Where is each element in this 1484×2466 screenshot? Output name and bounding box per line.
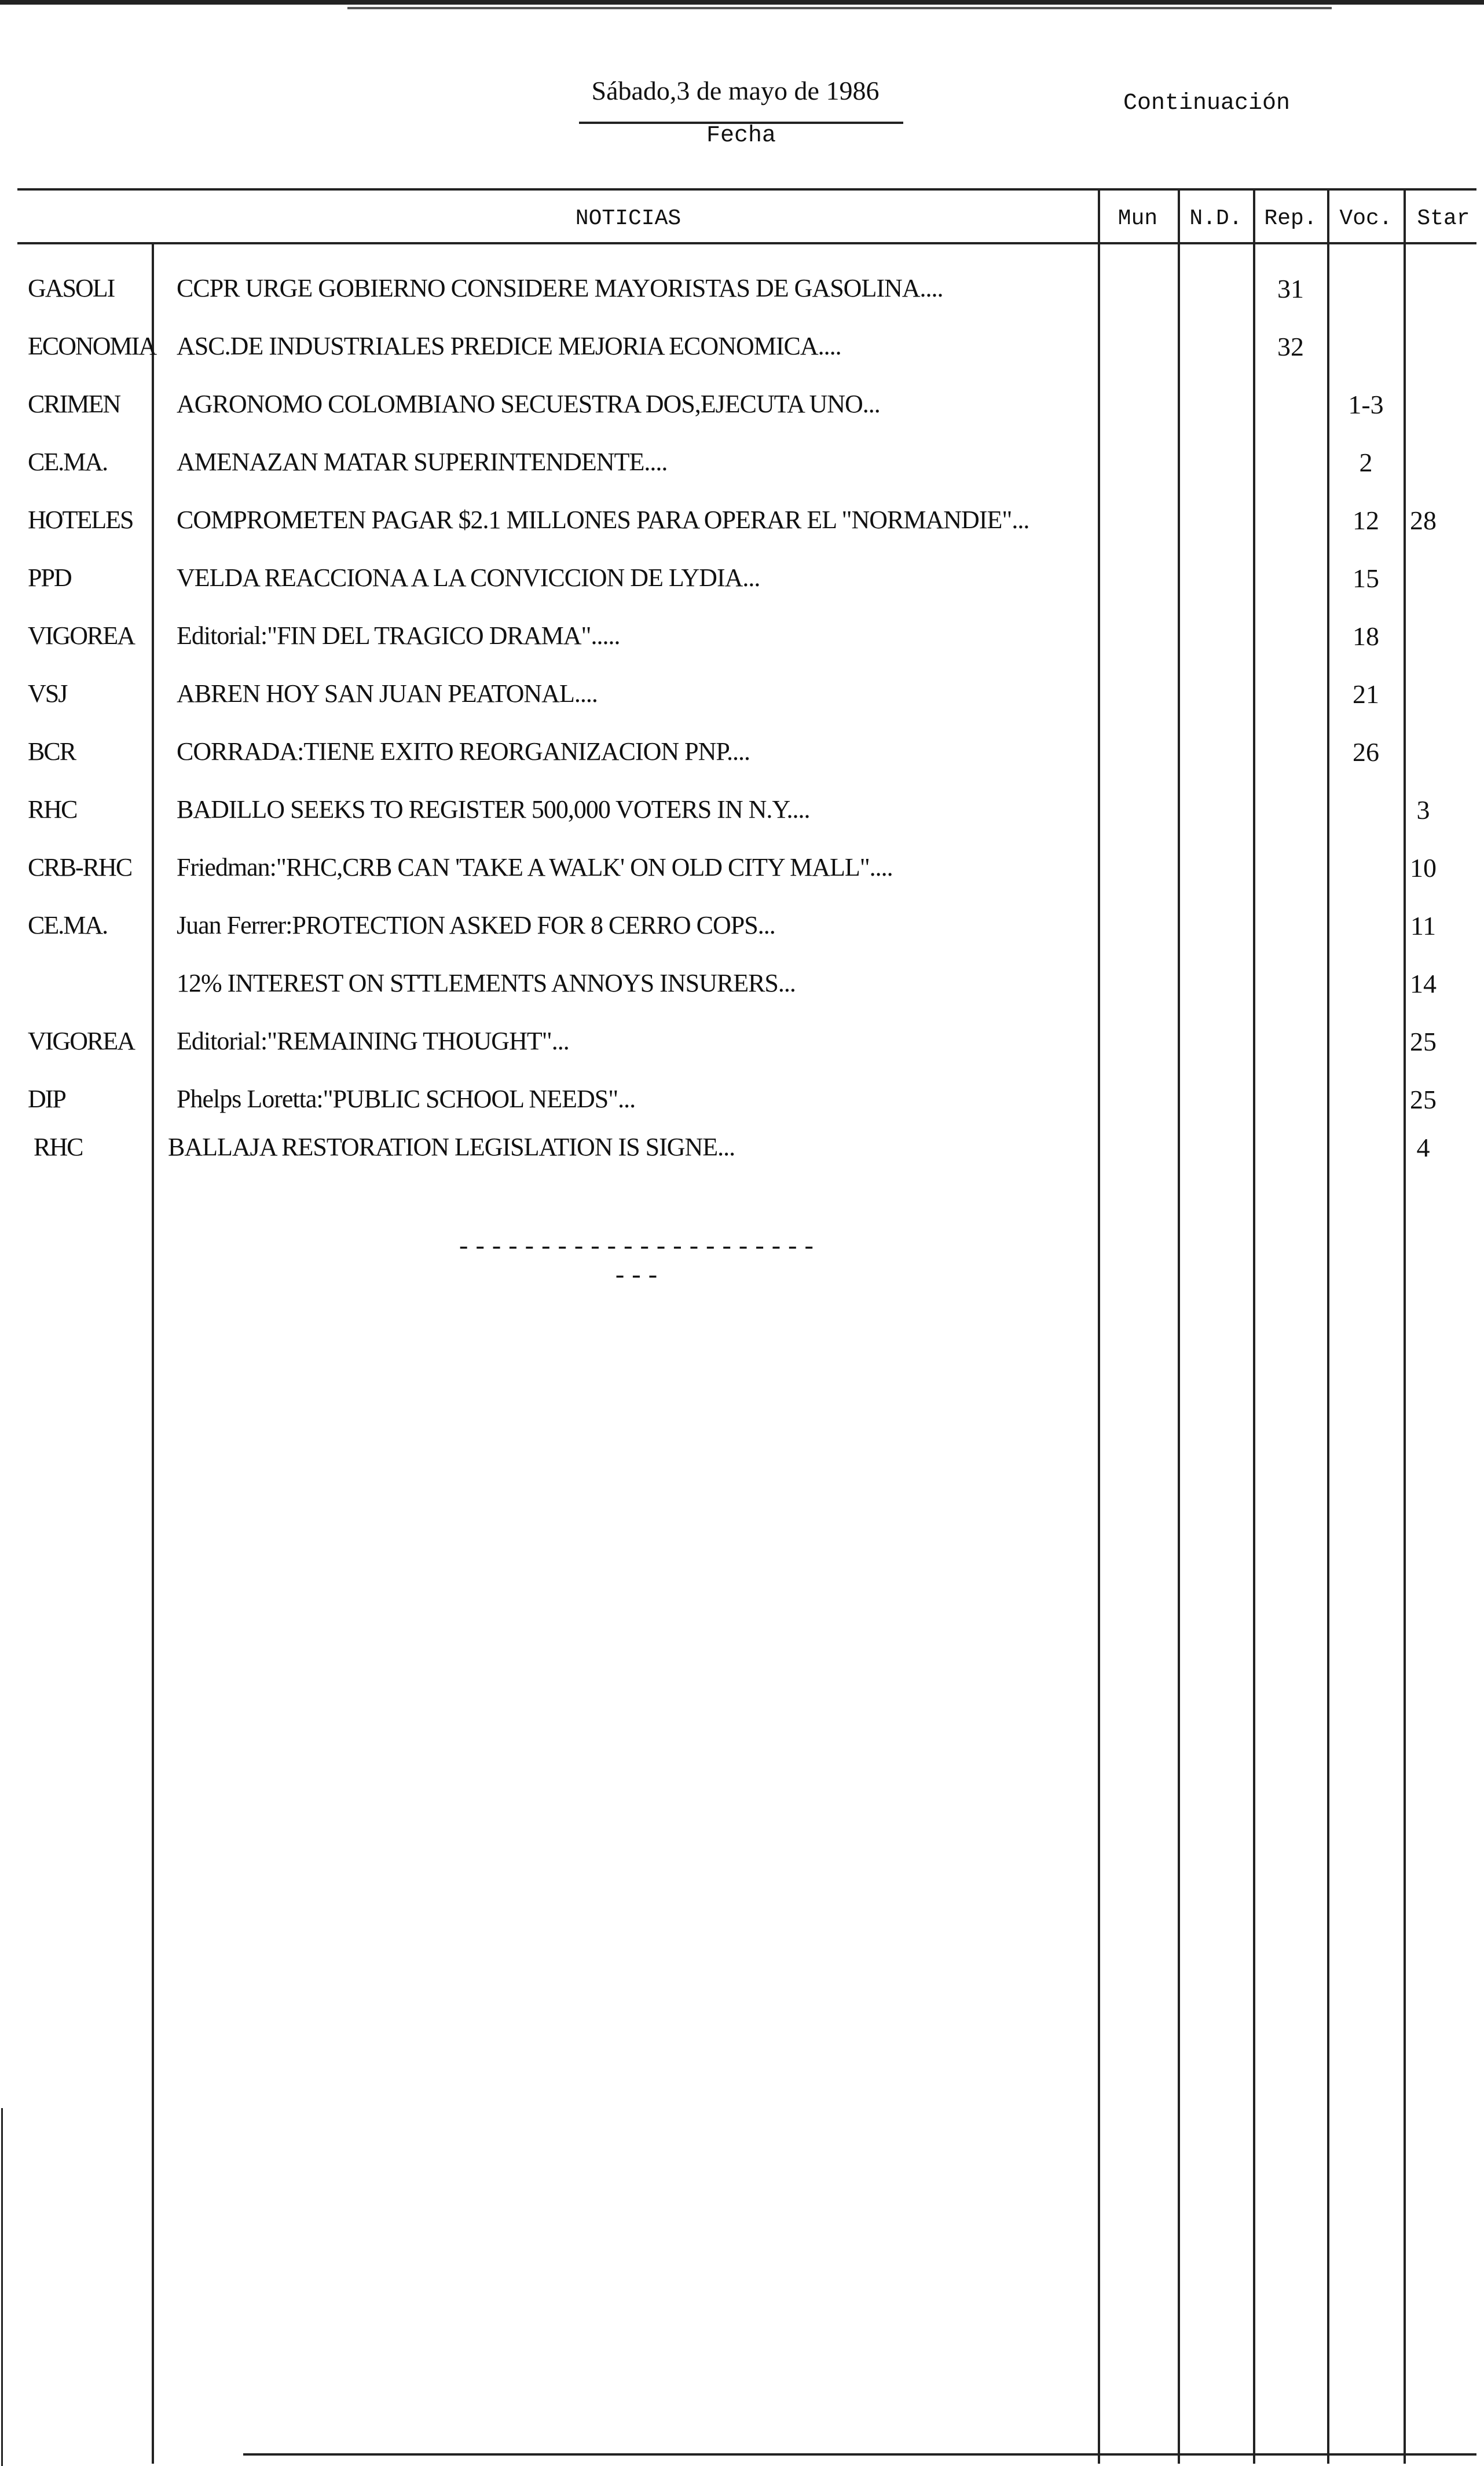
header-bottom-rule [17,242,1476,244]
section-code: VSJ [28,679,67,708]
section-code: RHC [28,795,77,824]
table-row [0,737,1484,795]
star-value: 25 [1410,1027,1437,1056]
left-margin-line [1,2108,3,2466]
voc-value: 18 [1353,621,1379,651]
section-code: VIGOREA [28,1027,134,1055]
table-row [0,563,1484,621]
table-row [0,910,1484,968]
noticias-header: NOTICIAS [575,206,681,231]
voc-value: 21 [1353,679,1379,709]
table-row [0,389,1484,447]
voc-value: 2 [1359,448,1373,477]
star-value: 28 [1410,506,1437,535]
headline: Phelps Loretta:"PUBLIC SCHOOL NEEDS"... [177,1085,636,1113]
end-of-list-separator: ------------------------- [456,1234,818,1291]
headline: ASC.DE INDUSTRIALES PREDICE MEJORIA ECONOMICA.... [177,332,841,360]
voc-value: 12 [1353,506,1379,535]
continuation-label: Continuación [1123,90,1291,116]
voc-value: 26 [1353,737,1379,767]
section-code: DIP [28,1085,65,1113]
section-code: BCR [28,737,76,766]
section-code: GASOLI [28,274,115,302]
top-border-secondary [347,7,1332,9]
headline: Juan Ferrer:PROTECTION ASKED FOR 8 CERRO COPS... [177,911,775,939]
section-code: PPD [28,564,71,592]
nd-header: N.D. [1189,206,1243,231]
mun-header: Mun [1117,206,1158,231]
voc-value: 1-3 [1348,390,1384,419]
rep-value: 31 [1277,274,1304,303]
star-value: 3 [1416,795,1430,825]
date-label: Fecha [706,123,776,149]
table-row [0,505,1484,563]
table-top-rule [17,188,1476,191]
section-code: VIGOREA [28,621,134,650]
headline: ABREN HOY SAN JUAN PEATONAL.... [177,679,598,708]
rep-header: Rep. [1264,206,1317,231]
table-row [0,853,1484,910]
top-border [0,0,1484,5]
table-row [0,447,1484,505]
star-value: 11 [1410,911,1437,941]
table-row [0,795,1484,853]
table-row [0,621,1484,679]
table-row [0,331,1484,389]
headline: Editorial:"FIN DEL TRAGICO DRAMA"..... [177,621,620,650]
table-row [0,679,1484,737]
section-code: CE.MA. [28,911,108,939]
star-header: Star [1417,206,1470,231]
headline: 12% INTEREST ON STTLEMENTS ANNOYS INSURERS... [177,969,796,997]
voc-header: Voc. [1339,206,1393,231]
headline: CCPR URGE GOBIERNO CONSIDERE MAYORISTAS DE GASOLINA.... [177,274,943,302]
table-row [0,1026,1484,1084]
voc-value: 15 [1353,564,1379,593]
headline: BADILLO SEEKS TO REGISTER 500,000 VOTERS IN N.Y.... [177,795,810,824]
headline: AGRONOMO COLOMBIANO SECUESTRA DOS,EJECUTA UNO... [177,390,880,418]
headline: BALLAJA RESTORATION LEGISLATION IS SIGNE... [168,1133,735,1161]
table-row [0,1132,1484,1190]
headline: Friedman:"RHC,CRB CAN 'TAKE A WALK' ON OLD CITY MALL".... [177,853,893,881]
star-value: 14 [1410,969,1437,998]
section-code: HOTELES [28,506,133,534]
table-bottom-rule [243,2453,1476,2456]
headline: AMENAZAN MATAR SUPERINTENDENTE.... [177,448,668,476]
table-row [0,273,1484,331]
headline: Editorial:"REMAINING THOUGHT"... [177,1027,569,1055]
section-code: RHC [34,1133,83,1161]
star-value: 10 [1410,853,1437,883]
star-value: 4 [1416,1133,1430,1162]
section-code: ECONOMIA [28,332,156,360]
star-value: 25 [1410,1085,1437,1114]
headline: VELDA REACCIONA A LA CONVICCION DE LYDIA... [177,564,760,592]
rep-value: 32 [1277,332,1304,361]
section-code: CE.MA. [28,448,108,476]
date-text: Sábado,3 de mayo de 1986 [591,76,880,105]
headline: COMPROMETEN PAGAR $2.1 MILLONES PARA OPERAR EL "NORMANDIE"... [177,506,1029,534]
headline: CORRADA:TIENE EXITO REORGANIZACION PNP.... [177,737,750,766]
table-row [0,968,1484,1026]
section-code: CRB-RHC [28,853,132,881]
section-code: CRIMEN [28,390,120,418]
